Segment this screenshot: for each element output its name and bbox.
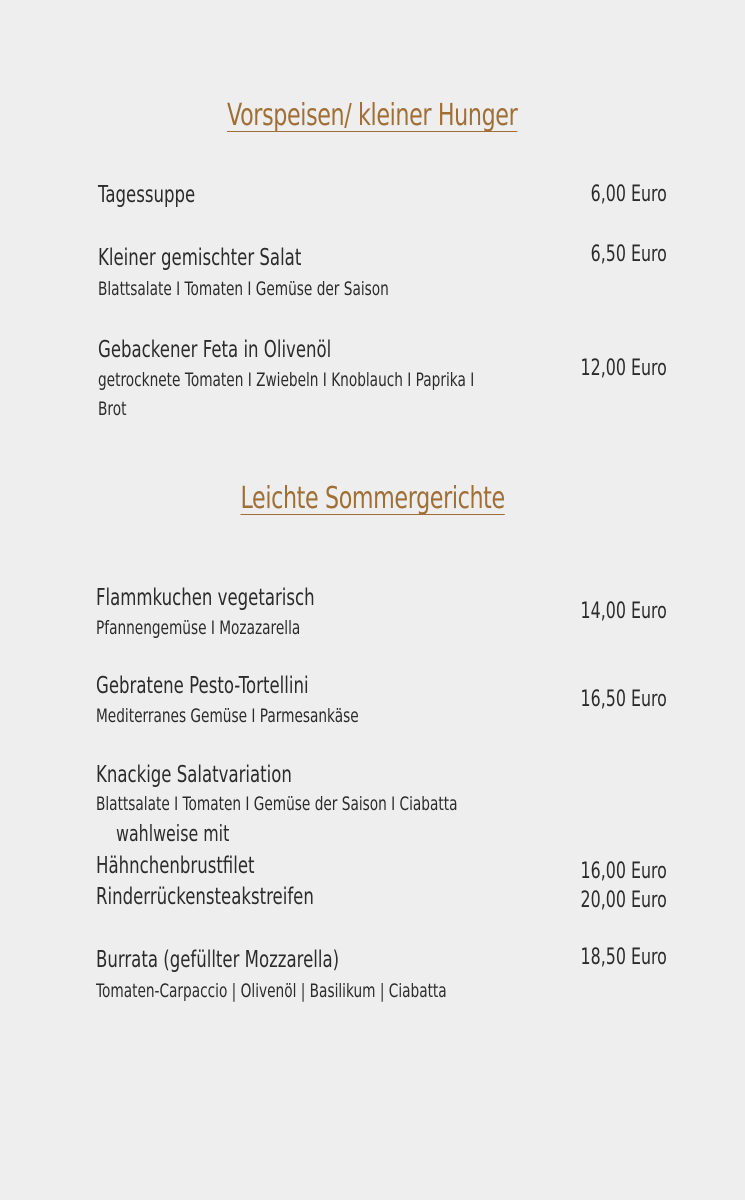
- item-name-kleiner-salat: Kleiner gemischter Salat: [98, 245, 302, 271]
- section-title-sommergerichte: Leichte Sommergerichte: [240, 481, 505, 516]
- item-option-haehnchen: Hähnchenbrustfilet: [96, 853, 255, 879]
- item-name-salatvariation: Knackige Salatvariation: [96, 762, 292, 788]
- item-name-feta: Gebackener Feta in Olivenöl: [98, 337, 332, 363]
- item-desc-flammkuchen: Pfannengemüse I Mozazarella: [96, 617, 301, 639]
- item-desc-salatvariation: Blattsalate I Tomaten I Gemüse der Saison I Ciabatta: [96, 793, 458, 815]
- item-option-intro: wahlweise mit: [116, 822, 230, 847]
- item-name-tagessuppe: Tagessuppe: [98, 182, 196, 208]
- item-name-flammkuchen: Flammkuchen vegetarisch: [96, 585, 315, 611]
- item-desc-kleiner-salat: Blattsalate I Tomaten I Gemüse der Saison: [98, 278, 389, 300]
- item-price-kleiner-salat: 6,50 Euro: [590, 242, 667, 267]
- item-desc-tortellini: Mediterranes Gemüse I Parmesankäse: [96, 705, 359, 727]
- item-option-rind: Rinderrückensteakstreifen: [96, 884, 314, 910]
- item-name-tortellini: Gebratene Pesto-Tortellini: [96, 673, 309, 699]
- item-name-burrata: Burrata (gefüllter Mozzarella): [96, 947, 340, 973]
- item-price-rind: 20,00 Euro: [580, 888, 667, 913]
- item-desc-feta: getrocknete Tomaten I Zwiebeln I Knoblauch I Paprika I: [98, 369, 475, 391]
- item-desc-feta-line2: Brot: [98, 398, 127, 420]
- item-price-tagessuppe: 6,00 Euro: [590, 182, 667, 207]
- item-price-feta: 12,00 Euro: [580, 356, 667, 381]
- section-title-vorspeisen: Vorspeisen/ kleiner Hunger: [227, 98, 518, 133]
- item-price-tortellini: 16,50 Euro: [580, 687, 667, 712]
- item-price-flammkuchen: 14,00 Euro: [580, 599, 667, 624]
- item-price-burrata: 18,50 Euro: [580, 945, 667, 970]
- item-desc-burrata: Tomaten-Carpaccio | Olivenöl | Basilikum | Ciabatta: [96, 980, 447, 1002]
- item-price-haehnchen: 16,00 Euro: [580, 859, 667, 884]
